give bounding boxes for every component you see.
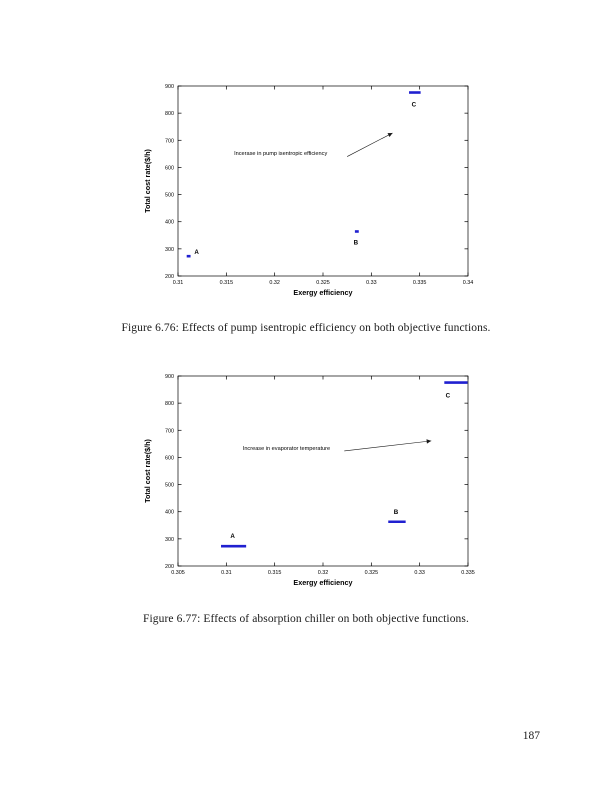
page-number: 187: [522, 730, 540, 742]
annotation-arrowhead: [426, 439, 431, 443]
x-axis-title: Exergy efficiency: [293, 578, 353, 587]
data-point-label: A: [230, 533, 235, 541]
data-point-label: B: [393, 508, 399, 516]
x-tick-label: 0.315: [219, 280, 234, 286]
scatter-chart-6-76: [136, 78, 476, 313]
x-tick-label: 0.34: [462, 280, 474, 286]
y-tick-label: 200: [165, 564, 174, 570]
y-tick-label: 800: [165, 111, 174, 118]
y-tick-label: 800: [165, 401, 174, 408]
y-tick-label: 600: [165, 165, 174, 172]
scatter-chart-6-77: [136, 368, 476, 603]
chart-annotation-text: Increase in evaporator temperature: [242, 446, 331, 453]
x-tick-label: 0.33: [366, 280, 377, 286]
plot-frame: [178, 86, 468, 276]
x-tick-label: 0.32: [317, 570, 329, 576]
figure-caption: Figure 6.76: Effects of pump isentropic efficiency on both objective functions.: [121, 322, 491, 334]
x-tick-label: 0.31: [221, 570, 232, 576]
x-tick-label: 0.31: [172, 280, 184, 286]
chart-annotation-text: Incerase in pump isentropic efficiency: [234, 151, 328, 158]
y-tick-label: 200: [165, 274, 174, 280]
x-tick-label: 0.335: [461, 570, 475, 576]
y-tick-label: 600: [165, 455, 174, 462]
y-tick-label: 500: [165, 192, 174, 199]
annotation-leader-line: [347, 133, 392, 157]
figure-caption: Figure 6.77: Effects of absorption chiller on both objective functions.: [143, 613, 469, 625]
plot-frame: [178, 376, 468, 566]
y-axis-title: Total cost rate($/h): [143, 149, 152, 213]
y-tick-label: 700: [165, 138, 174, 145]
data-point-label: C: [445, 392, 451, 400]
x-tick-label: 0.305: [171, 570, 185, 576]
y-tick-label: 300: [165, 246, 174, 253]
y-tick-label: 500: [165, 482, 174, 489]
annotation-leader-line: [344, 441, 431, 451]
plot-area-6-77: [136, 368, 476, 603]
x-tick-label: 0.33: [414, 570, 425, 576]
y-tick-label: 900: [165, 374, 174, 380]
y-tick-label: 400: [165, 219, 174, 226]
x-tick-label: 0.335: [412, 280, 427, 286]
data-point-label: C: [411, 101, 417, 109]
figure-block-6-77: [0, 368, 612, 625]
y-tick-label: 400: [165, 509, 174, 516]
x-tick-label: 0.325: [364, 570, 379, 576]
x-tick-label: 0.32: [269, 280, 280, 286]
plot-area-6-76: [136, 78, 476, 313]
figure-block-6-76: [0, 78, 612, 334]
x-tick-label: 0.315: [267, 570, 282, 576]
y-axis-title: Total cost rate($/h): [143, 439, 152, 503]
y-tick-label: 300: [165, 536, 174, 543]
data-point-label: A: [194, 249, 199, 257]
y-tick-label: 700: [165, 428, 174, 435]
x-axis-title: Exergy efficiency: [293, 288, 353, 297]
x-tick-label: 0.325: [316, 280, 330, 286]
data-point-label: B: [353, 239, 359, 247]
y-tick-label: 900: [165, 84, 174, 90]
